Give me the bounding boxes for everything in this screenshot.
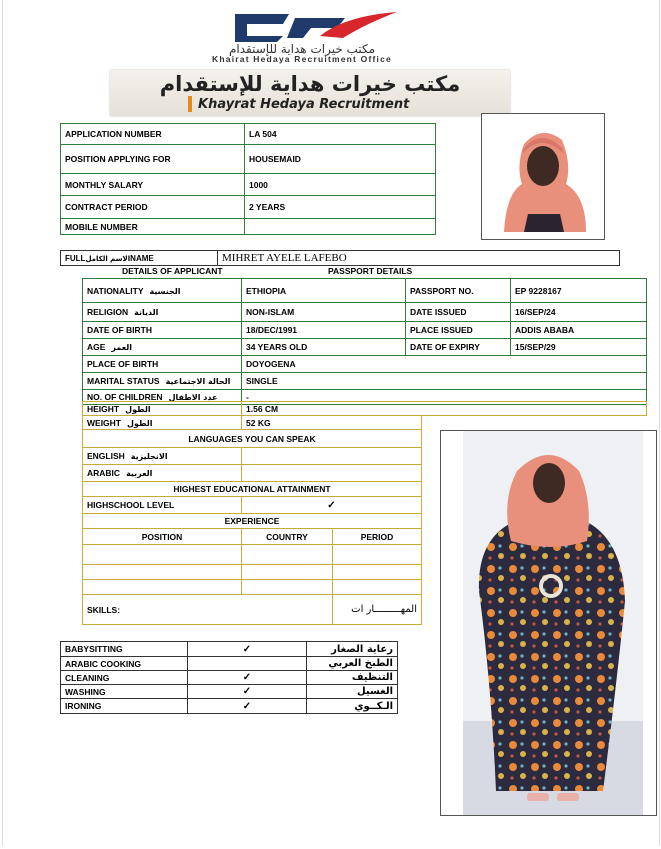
passport-label: PLACE ISSUED — [406, 322, 511, 339]
skill-arabic-label: الطبخ العربي — [307, 657, 398, 671]
field-label — [83, 465, 242, 482]
field-value — [245, 219, 436, 235]
field-label: MOBILE NUMBER — [61, 219, 245, 235]
skill-label: CLEANING — [61, 671, 188, 685]
field-value: NON-ISLAM — [242, 303, 406, 322]
full-name-value: MIHRET AYELE LAFEBO — [218, 251, 620, 266]
weight-arabic-label: الطول — [127, 418, 153, 428]
experience-col-position: POSITION — [83, 529, 242, 545]
table-row — [83, 402, 647, 416]
field-label: APPLICATION NUMBER — [61, 124, 245, 145]
experience-col-period: PERIOD — [333, 529, 422, 545]
banner-accent-bar — [188, 96, 192, 112]
field-label — [83, 373, 242, 390]
field-value: 34 YEARS OLD — [242, 339, 406, 356]
field-value: 52 KG — [242, 416, 422, 430]
table-row — [83, 339, 647, 356]
experience-cell — [333, 545, 422, 565]
passport-value: ADDIS ABABA — [511, 322, 647, 339]
logo-arabic-text: مكتب خيرات هداية للإستقدام — [228, 42, 376, 56]
table-row — [83, 356, 647, 373]
field-label — [83, 416, 242, 430]
children-label: NO. OF CHILDREN — [87, 392, 163, 402]
table-row — [61, 145, 436, 174]
field-value: HOUSEMAID — [245, 145, 436, 174]
field-value: SINGLE — [242, 373, 647, 390]
passport-label: DATE OF EXPIRY — [406, 339, 511, 356]
table-row — [83, 373, 647, 390]
logo-english-text: Khairat Hedaya Recruitment Office — [212, 54, 392, 64]
passport-label: PASSPORT NO. — [406, 279, 511, 303]
field-value: - — [242, 390, 647, 405]
table-row — [61, 685, 398, 699]
table-row — [83, 545, 422, 565]
field-label — [83, 303, 242, 322]
experience-cell — [242, 545, 333, 565]
height-arabic-label: الطول — [125, 404, 151, 414]
table-row — [83, 448, 422, 465]
table-row — [61, 671, 398, 685]
marital-status-arabic-label: الحالة الاجتماعية — [165, 377, 231, 386]
header-banner — [110, 70, 510, 116]
field-label: MONTHLY SALARY — [61, 174, 245, 196]
table-row — [83, 565, 422, 580]
body-measurements-table — [82, 401, 647, 416]
skill-arabic-label: الغسيل — [307, 685, 398, 699]
religion-arabic-label: الديانة — [134, 308, 159, 317]
applicant-full-body-photo — [440, 430, 657, 816]
skills-label: SKILLS: — [83, 595, 333, 625]
experience-cell — [242, 580, 333, 595]
arabic-label: ARABIC — [87, 468, 121, 478]
skills-table — [60, 641, 398, 714]
field-value: 1.56 CM — [242, 402, 647, 416]
banner-arabic: مكتب خيرات هداية للإستقدام — [159, 72, 461, 96]
skill-label: WASHING — [61, 685, 188, 699]
skill-check-mark: ✓ — [188, 685, 307, 699]
table-row — [61, 657, 398, 671]
religion-label: RELIGION — [87, 307, 129, 317]
field-label — [83, 279, 242, 303]
nationality-label: NATIONALITY — [87, 285, 144, 296]
place-of-birth-label: PLACE OF BIRTH — [83, 356, 242, 373]
skill-arabic-label: الـكــوي — [307, 699, 398, 714]
experience-cell — [83, 580, 242, 595]
arabic-arabic-label: العربية — [126, 469, 153, 478]
qualifications-table — [82, 429, 422, 625]
experience-cell — [83, 565, 242, 580]
name-label: NAME — [130, 253, 154, 263]
age-arabic-label: العمر — [111, 343, 133, 352]
agency-logo — [225, 8, 405, 44]
skill-check-mark — [188, 657, 307, 671]
table-row — [83, 322, 647, 339]
full-label: FULL — [65, 253, 86, 263]
experience-cell — [83, 545, 242, 565]
height-label: HEIGHT — [87, 403, 120, 414]
education-heading: HIGHEST EDUCATIONAL ATTAINMENT — [83, 482, 422, 497]
passport-details-heading: PASSPORT DETAILS — [328, 266, 413, 276]
table-row — [61, 124, 436, 145]
table-row — [61, 196, 436, 219]
weight-table — [82, 415, 422, 430]
field-value — [242, 448, 422, 465]
table-row — [83, 529, 422, 545]
dob-label: DATE OF BIRTH — [87, 325, 153, 335]
skills-arabic-label: المهـــــــــار ات — [333, 595, 422, 625]
application-table — [60, 123, 436, 235]
field-value — [242, 465, 422, 482]
skill-check-mark: ✓ — [188, 642, 307, 657]
details-table — [82, 278, 647, 405]
table-row — [61, 219, 436, 235]
skill-check-mark: ✓ — [188, 699, 307, 714]
banner-english: Khayrat Hedaya Recruitment — [198, 97, 410, 112]
english-label: ENGLISH — [87, 451, 125, 461]
field-label — [83, 448, 242, 465]
table-row — [61, 174, 436, 196]
table-row — [83, 303, 647, 322]
skill-arabic-label: رعاية الصغار — [307, 642, 398, 657]
applicant-portrait-photo — [481, 113, 605, 240]
passport-label: DATE ISSUED — [406, 303, 511, 322]
details-applicant-heading: DETAILS OF APPLICANT — [122, 266, 223, 276]
table-row — [83, 595, 422, 625]
skill-label: BABYSITTING — [61, 642, 188, 657]
languages-heading: LANGUAGES YOU CAN SPEAK — [83, 430, 422, 448]
table-row — [83, 580, 422, 595]
weight-label: WEIGHT — [87, 417, 121, 428]
field-value: LA 504 — [245, 124, 436, 145]
skill-label: IRONING — [61, 699, 188, 714]
field-value: 18/DEC/1991 — [242, 322, 406, 339]
education-check-mark: ✓ — [242, 497, 422, 514]
table-row — [83, 497, 422, 514]
field-value: DOYOGENA — [242, 356, 647, 373]
skill-check-mark: ✓ — [188, 671, 307, 685]
experience-cell — [333, 565, 422, 580]
field-label — [83, 339, 242, 356]
experience-cell — [242, 565, 333, 580]
table-row — [83, 482, 422, 497]
field-value: ETHIOPIA — [242, 279, 406, 303]
experience-heading: EXPERIENCE — [83, 514, 422, 529]
education-level-label: HIGHSCHOOL LEVEL — [83, 497, 242, 514]
age-label: AGE — [87, 342, 106, 352]
full-name-row — [60, 250, 620, 266]
marital-status-label: MARITAL STATUS — [87, 376, 160, 386]
table-row — [61, 699, 398, 714]
field-label: CONTRACT PERIOD — [61, 196, 245, 219]
skill-label: ARABIC COOKING — [61, 657, 188, 671]
field-label — [83, 322, 242, 339]
english-arabic-label: الانجليزية — [130, 452, 168, 461]
table-row — [83, 416, 422, 430]
skill-arabic-label: التنظيف — [307, 671, 398, 685]
table-row — [83, 430, 422, 448]
passport-value: 15/SEP/29 — [511, 339, 647, 356]
table-row — [83, 279, 647, 303]
full-name-label — [61, 251, 218, 266]
nationality-arabic-label: الجنسية — [149, 286, 181, 296]
experience-col-country: COUNTRY — [242, 529, 333, 545]
passport-value: EP 9228167 — [511, 279, 647, 303]
table-row — [83, 465, 422, 482]
field-value: 2 YEARS — [245, 196, 436, 219]
field-label: POSITION APPLYING FOR — [61, 145, 245, 174]
table-row — [61, 642, 398, 657]
children-arabic-label: عدد الاطفال — [168, 393, 218, 402]
field-label — [83, 402, 242, 416]
table-row — [83, 514, 422, 529]
experience-cell — [333, 580, 422, 595]
full-name-arabic-label: الاسم الكامل — [85, 254, 131, 263]
field-value: 1000 — [245, 174, 436, 196]
passport-value: 16/SEP/24 — [511, 303, 647, 322]
